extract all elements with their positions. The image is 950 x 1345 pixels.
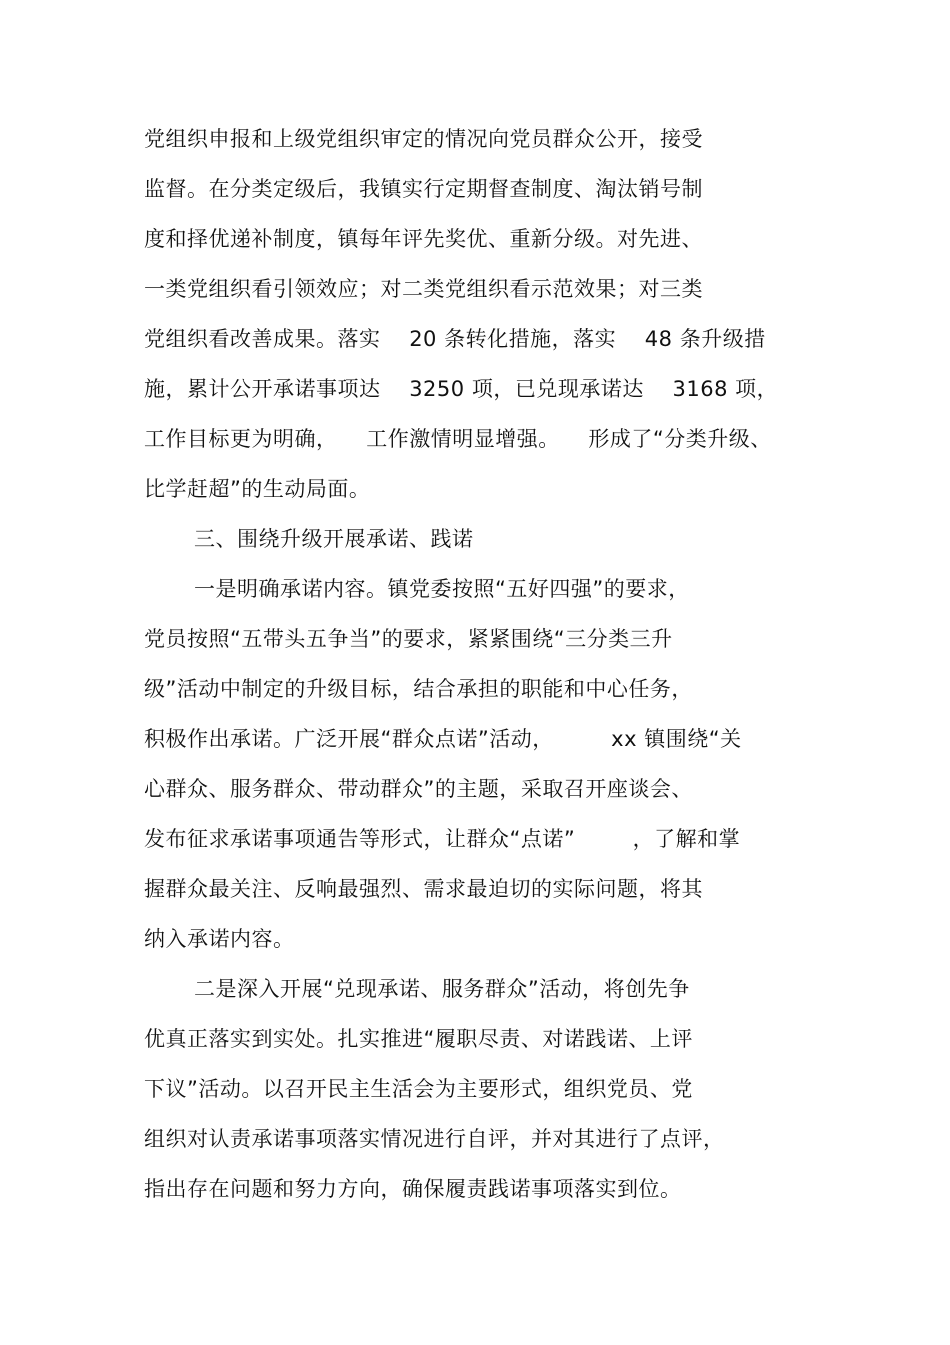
text-line: 级”活动中制定的升级目标，结合承担的职能和中心任务，: [144, 677, 693, 701]
text-line: 工作目标更为明确， 工作激情明显增强。 形成了“分类升级、: [144, 427, 772, 451]
text-line: 党组织看改善成果。落实 20 条转化措施，落实 48 条升级措: [144, 327, 766, 351]
text-line: 一是明确承诺内容。镇党委按照“五好四强”的要求，: [194, 577, 690, 601]
text-line: 发布征求承诺事项通告等形式，让群众“点诺” ，了解和掌: [144, 827, 741, 851]
text-line: 监督。在分类定级后，我镇实行定期督查制度、淘汰销号制: [144, 177, 703, 201]
text-line: 组织对认责承诺事项落实情况进行自评，并对其进行了点评，: [144, 1127, 725, 1151]
section-heading: 三、围绕升级开展承诺、践诺: [194, 527, 474, 551]
text-line: 握群众最关注、反响最强烈、需求最迫切的实际问题，将其: [144, 877, 703, 901]
text-line: 施，累计公开承诺事项达 3250 项，已兑现承诺达 3168 项，: [144, 377, 779, 401]
text-line: 优真正落实到实处。扎实推进“履职尽责、对诺践诺、上评: [144, 1027, 693, 1051]
text-line: 度和择优递补制度，镇每年评先奖优、重新分级。对先进、: [144, 227, 703, 251]
text-line: 指出存在问题和努力方向，确保履责践诺事项落实到位。: [144, 1177, 682, 1201]
text-line: 纳入承诺内容。: [144, 927, 295, 951]
text-line: 下议”活动。以召开民主生活会为主要形式，组织党员、党: [144, 1077, 693, 1101]
text-line: 党员按照“五带头五争当”的要求，紧紧围绕“三分类三升: [144, 627, 673, 651]
text-line: 一类党组织看引领效应；对二类党组织看示范效果；对三类: [144, 277, 703, 301]
text-line: 比学赶超”的生动局面。: [144, 477, 371, 501]
text-line: 二是深入开展“兑现承诺、服务群众”活动，将创先争: [194, 977, 690, 1001]
text-line: 党组织申报和上级党组织审定的情况向党员群众公开，接受: [144, 127, 703, 151]
text-line: 心群众、服务群众、带动群众”的主题，采取召开座谈会、: [144, 777, 693, 801]
text-line: 积极作出承诺。广泛开展“群众点诺”活动， xx 镇围绕“关: [144, 727, 742, 751]
